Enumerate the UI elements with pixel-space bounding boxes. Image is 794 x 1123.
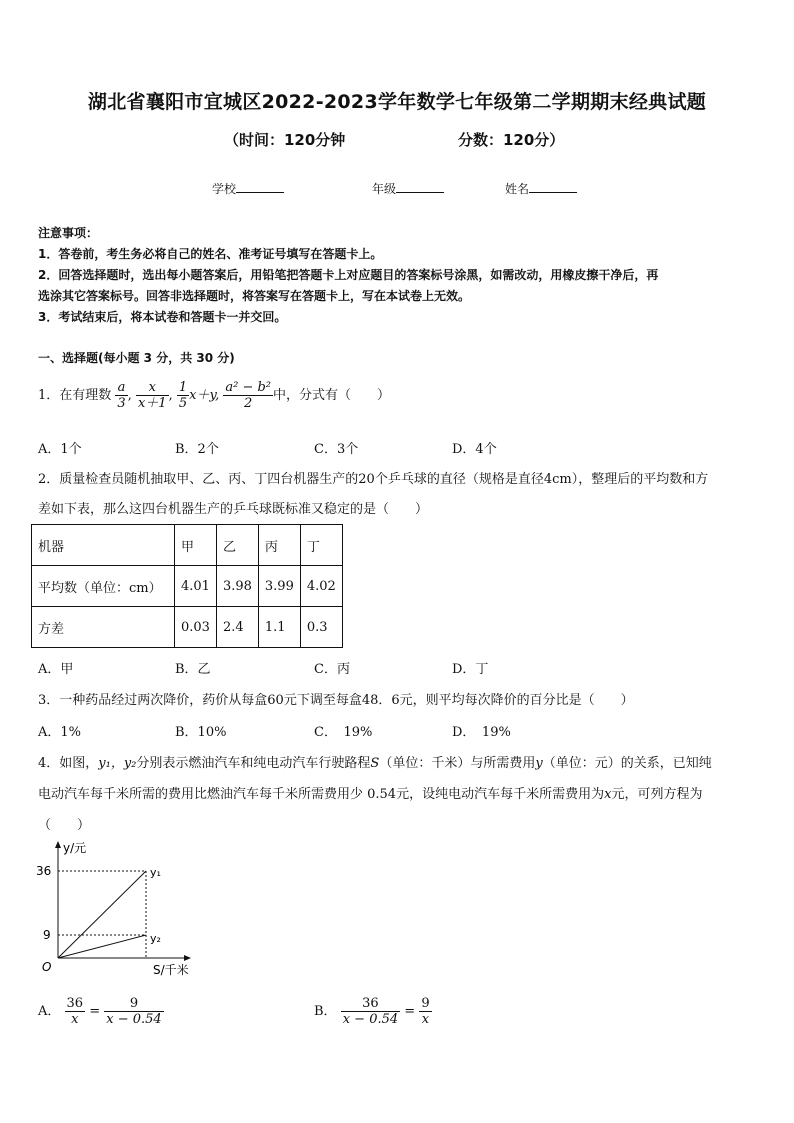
table-cell: 方差 [32,607,175,648]
q4-var-s: S [370,756,380,771]
name-field [505,180,577,197]
q4-option-a: A． $\frac{36}{x}$ = $\frac{9}{x - 0.54}$ [38,996,162,1027]
school-field [212,180,284,197]
q4-line-1 [38,752,712,771]
q4-text: 电动汽车每千米所需的费用比燃油汽车每千米所需费用少 0.54元，设纯电动汽车每千米所需费用为 [38,787,605,802]
q1-option-c: C．3个 [314,442,359,457]
fraction-9-over-x: $\frac{9}{x}$ [421,996,430,1027]
q2-line-2: 差如下表，那么这四台机器生产的乒乓球既标准又稳定的是（ ） [38,502,429,517]
table-cell: 4.01 [175,566,217,607]
x-axis-label: S/千米 [153,963,189,977]
machine-table [31,524,343,648]
line-y1 [58,871,146,958]
table-cell: 甲 [175,525,217,566]
q4-var-x: x [604,787,612,802]
question-1: 1．在有理数 $\frac{a}{3}$ , $\frac{x}{x+1}$ , $\frac{1}{5}$ x＋y, $\frac{\text{a² − b²}}{2}$ 中，分式有（ ） [38,380,391,411]
table-cell: 1.1 [258,607,300,648]
school-label: 学校 [212,182,237,196]
section-heading: 一、选择题(每小题 3 分，共 30 分) [38,351,235,365]
q2-line-1: 2．质量检查员随机抽取甲、乙、丙、丁四台机器生产的20个乒乓球的直径（规格是直径4cm），整理后的平均数和方 [38,472,709,487]
table-row [32,607,343,648]
q4-text: （单位：千米）与所需费用 [379,756,536,771]
time-label: （时间：120分钟 [224,131,346,149]
fraction-x-over-x-plus-1: $\frac{x}{x+1}$ [137,380,167,411]
table-cell: 3.99 [258,566,300,607]
q4-line-3: （ ） [38,818,91,833]
series-label-y1: y₁ [150,866,161,879]
origin-label: O [42,960,52,974]
q1-suffix: 中，分式有（ ） [273,388,391,403]
q3-option-a: A．1% [38,725,82,740]
q1-option-d: D．4个 [452,442,497,457]
grade-field [372,180,444,197]
y-axis-arrow [55,841,61,848]
cost-distance-graph [28,838,208,978]
q3-option-c: C． 19% [314,725,373,740]
option-label: A． [38,1004,61,1019]
y-axis-label: y/元 [63,841,87,855]
table-cell: 丁 [300,525,342,566]
table-cell: 3.98 [216,566,258,607]
table-cell: 平均数（单位：cm） [32,566,175,607]
table-cell: 4.02 [300,566,342,607]
q4-var-y: y [535,756,543,771]
fraction-a2-b2-over-2: $\frac{\text{a² − b²}}{2}$ [225,380,272,411]
table-cell: 机器 [32,525,175,566]
q2-option-a: A．甲 [38,662,74,677]
x-axis-arrow [184,955,191,961]
q1-option-a: A．1个 [38,442,82,457]
line-y2 [58,935,146,958]
option-label: B． [314,1004,337,1019]
q2-option-c: C．丙 [314,662,350,677]
q2-option-b: B．乙 [175,662,211,677]
tick-label-9: 9 [43,928,51,942]
fraction-1-over-5: $\frac{1}{5}$ [178,380,188,411]
note-item: 1．答卷前，考生务必将自己的姓名、准考证号填写在答题卡上。 [38,247,383,261]
table-cell: 2.4 [216,607,258,648]
fraction-36-over-x-minus-054: $\frac{36}{x - 0.54}$ [342,996,399,1027]
table-row [32,525,343,566]
page-title: 湖北省襄阳市宜城区2022-2023学年数学七年级第二学期期末经典试题 [87,91,707,113]
q3-option-b: B．10% [175,725,227,740]
series-label-y2: y₂ [150,932,161,945]
note-item: 3．考试结束后，将本试卷和答题卡一并交回。 [38,310,287,324]
note-item: 选涂其它答案标号。回答非选择题时，将答案写在答题卡上，写在本试卷上无效。 [38,289,471,303]
q4-option-b: B． $\frac{36}{x - 0.54}$ = $\frac{9}{x}$ [314,996,430,1027]
q3-option-d: D． 19% [452,725,511,740]
q4-text: 元，可列方程为 [611,787,703,802]
school-blank [236,180,284,193]
q4-text: 分别表示燃油汽车和纯电动汽车行驶路程 [136,756,371,771]
q4-var-y1-y2: y₁，y₂ [98,756,137,771]
table-cell: 丙 [258,525,300,566]
score-label: 分数：120分） [458,131,565,149]
fraction-36-over-x: $\frac{36}{x}$ [66,996,84,1027]
q1-prefix: 1．在有理数 [38,388,112,403]
name-label: 姓名 [505,182,530,196]
table-cell: 0.03 [175,607,217,648]
table-cell: 乙 [216,525,258,566]
fraction-a-over-3: $\frac{a}{3}$ [117,380,126,411]
tick-label-36: 36 [36,864,52,878]
q1-mid: x＋y, [189,388,220,403]
table-row [32,566,343,607]
q4-text: （单位：元）的关系，已知纯 [542,756,712,771]
notes-heading: 注意事项： [38,226,99,240]
grade-blank [396,180,444,193]
q1-option-b: B．2个 [175,442,219,457]
q3-line: 3．一种药品经过两次降价，药价从每盒60元下调至每盒48．6元，则平均每次降价的百分比是（ ） [38,693,634,708]
name-blank [529,180,577,193]
grade-label: 年级 [372,182,397,196]
fraction-9-over-x-minus-054: $\frac{9}{x - 0.54}$ [106,996,162,1027]
q4-line-2 [38,783,702,802]
note-item: 2．回答选择题时，选出每小题答案后，用铅笔把答题卡上对应题目的答案标号涂黑，如需改动，用橡皮擦干净后，再 [38,268,659,282]
q2-option-d: D．丁 [452,662,489,677]
q4-text: 4．如图， [38,756,99,771]
table-cell: 0.3 [300,607,342,648]
